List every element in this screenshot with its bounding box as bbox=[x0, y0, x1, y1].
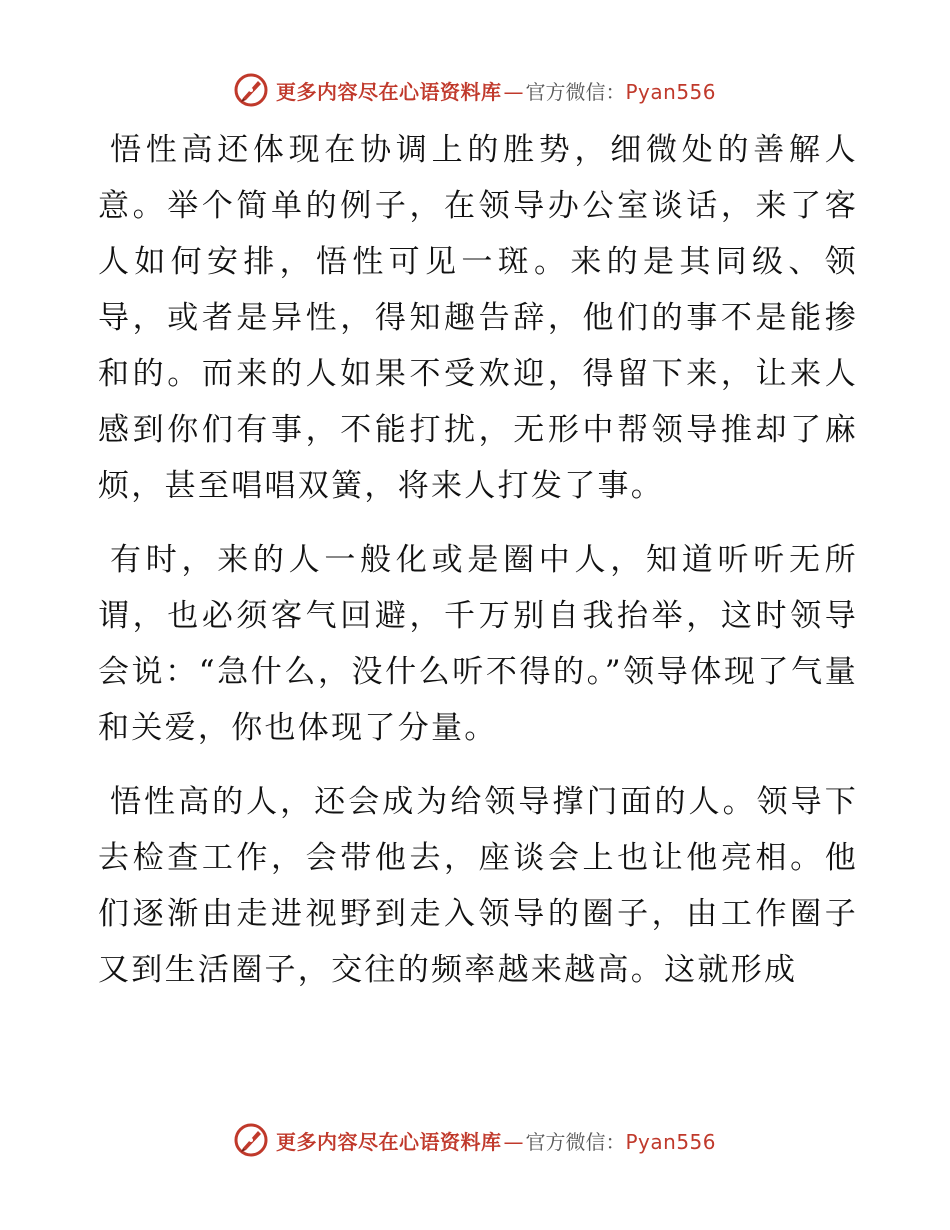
header-wechat-id: Pyan556 bbox=[625, 79, 716, 104]
header-separator: — bbox=[503, 79, 524, 104]
article-body bbox=[98, 122, 858, 1016]
footer-wechat-label: 官方微信： bbox=[525, 1129, 626, 1154]
footer-promo bbox=[276, 1126, 716, 1155]
footer-promo-text: 更多内容尽在心语资料库 bbox=[275, 1129, 502, 1154]
header-promo bbox=[276, 76, 716, 105]
header-wechat-label: 官方微信： bbox=[525, 79, 626, 104]
quill-pen-logo-icon bbox=[234, 73, 268, 107]
paragraph: 悟性高还体现在协调上的胜势，细微处的善解人意。举个简单的例子，在领导办公室谈话，来了客人如何安排，悟性可见一斑。来的是其同级、领导，或者是异性，得知趣告辞，他们的事不是能掺和的。而来的人如果不受欢迎，得留下来，让来人感到你们有事，不能打扰，无形中帮领导推却了麻烦，甚至唱唱双簧，将来人打发了事。 bbox=[98, 132, 858, 504]
paragraph: 悟性高的人，还会成为给领导撑门面的人。领导下去检查工作，会带他去，座谈会上也让他亮相。他们逐渐由走进视野到走入领导的圈子，由工作圈子又到生活圈子，交往的频率越来越高。这就形成 bbox=[98, 784, 858, 988]
header-promo-text: 更多内容尽在心语资料库 bbox=[275, 79, 502, 104]
footer-separator: — bbox=[503, 1129, 524, 1154]
header-banner bbox=[0, 70, 950, 110]
paragraph: 有时，来的人一般化或是圈中人，知道听听无所谓，也必须客气回避，千万别自我抬举，这时领导会说：“急什么，没什么听不得的。”领导体现了气量和关爱，你也体现了分量。 bbox=[98, 542, 858, 746]
quill-pen-logo-icon bbox=[234, 1123, 268, 1157]
footer-wechat-id: Pyan556 bbox=[625, 1129, 716, 1154]
footer-banner bbox=[0, 1120, 950, 1160]
